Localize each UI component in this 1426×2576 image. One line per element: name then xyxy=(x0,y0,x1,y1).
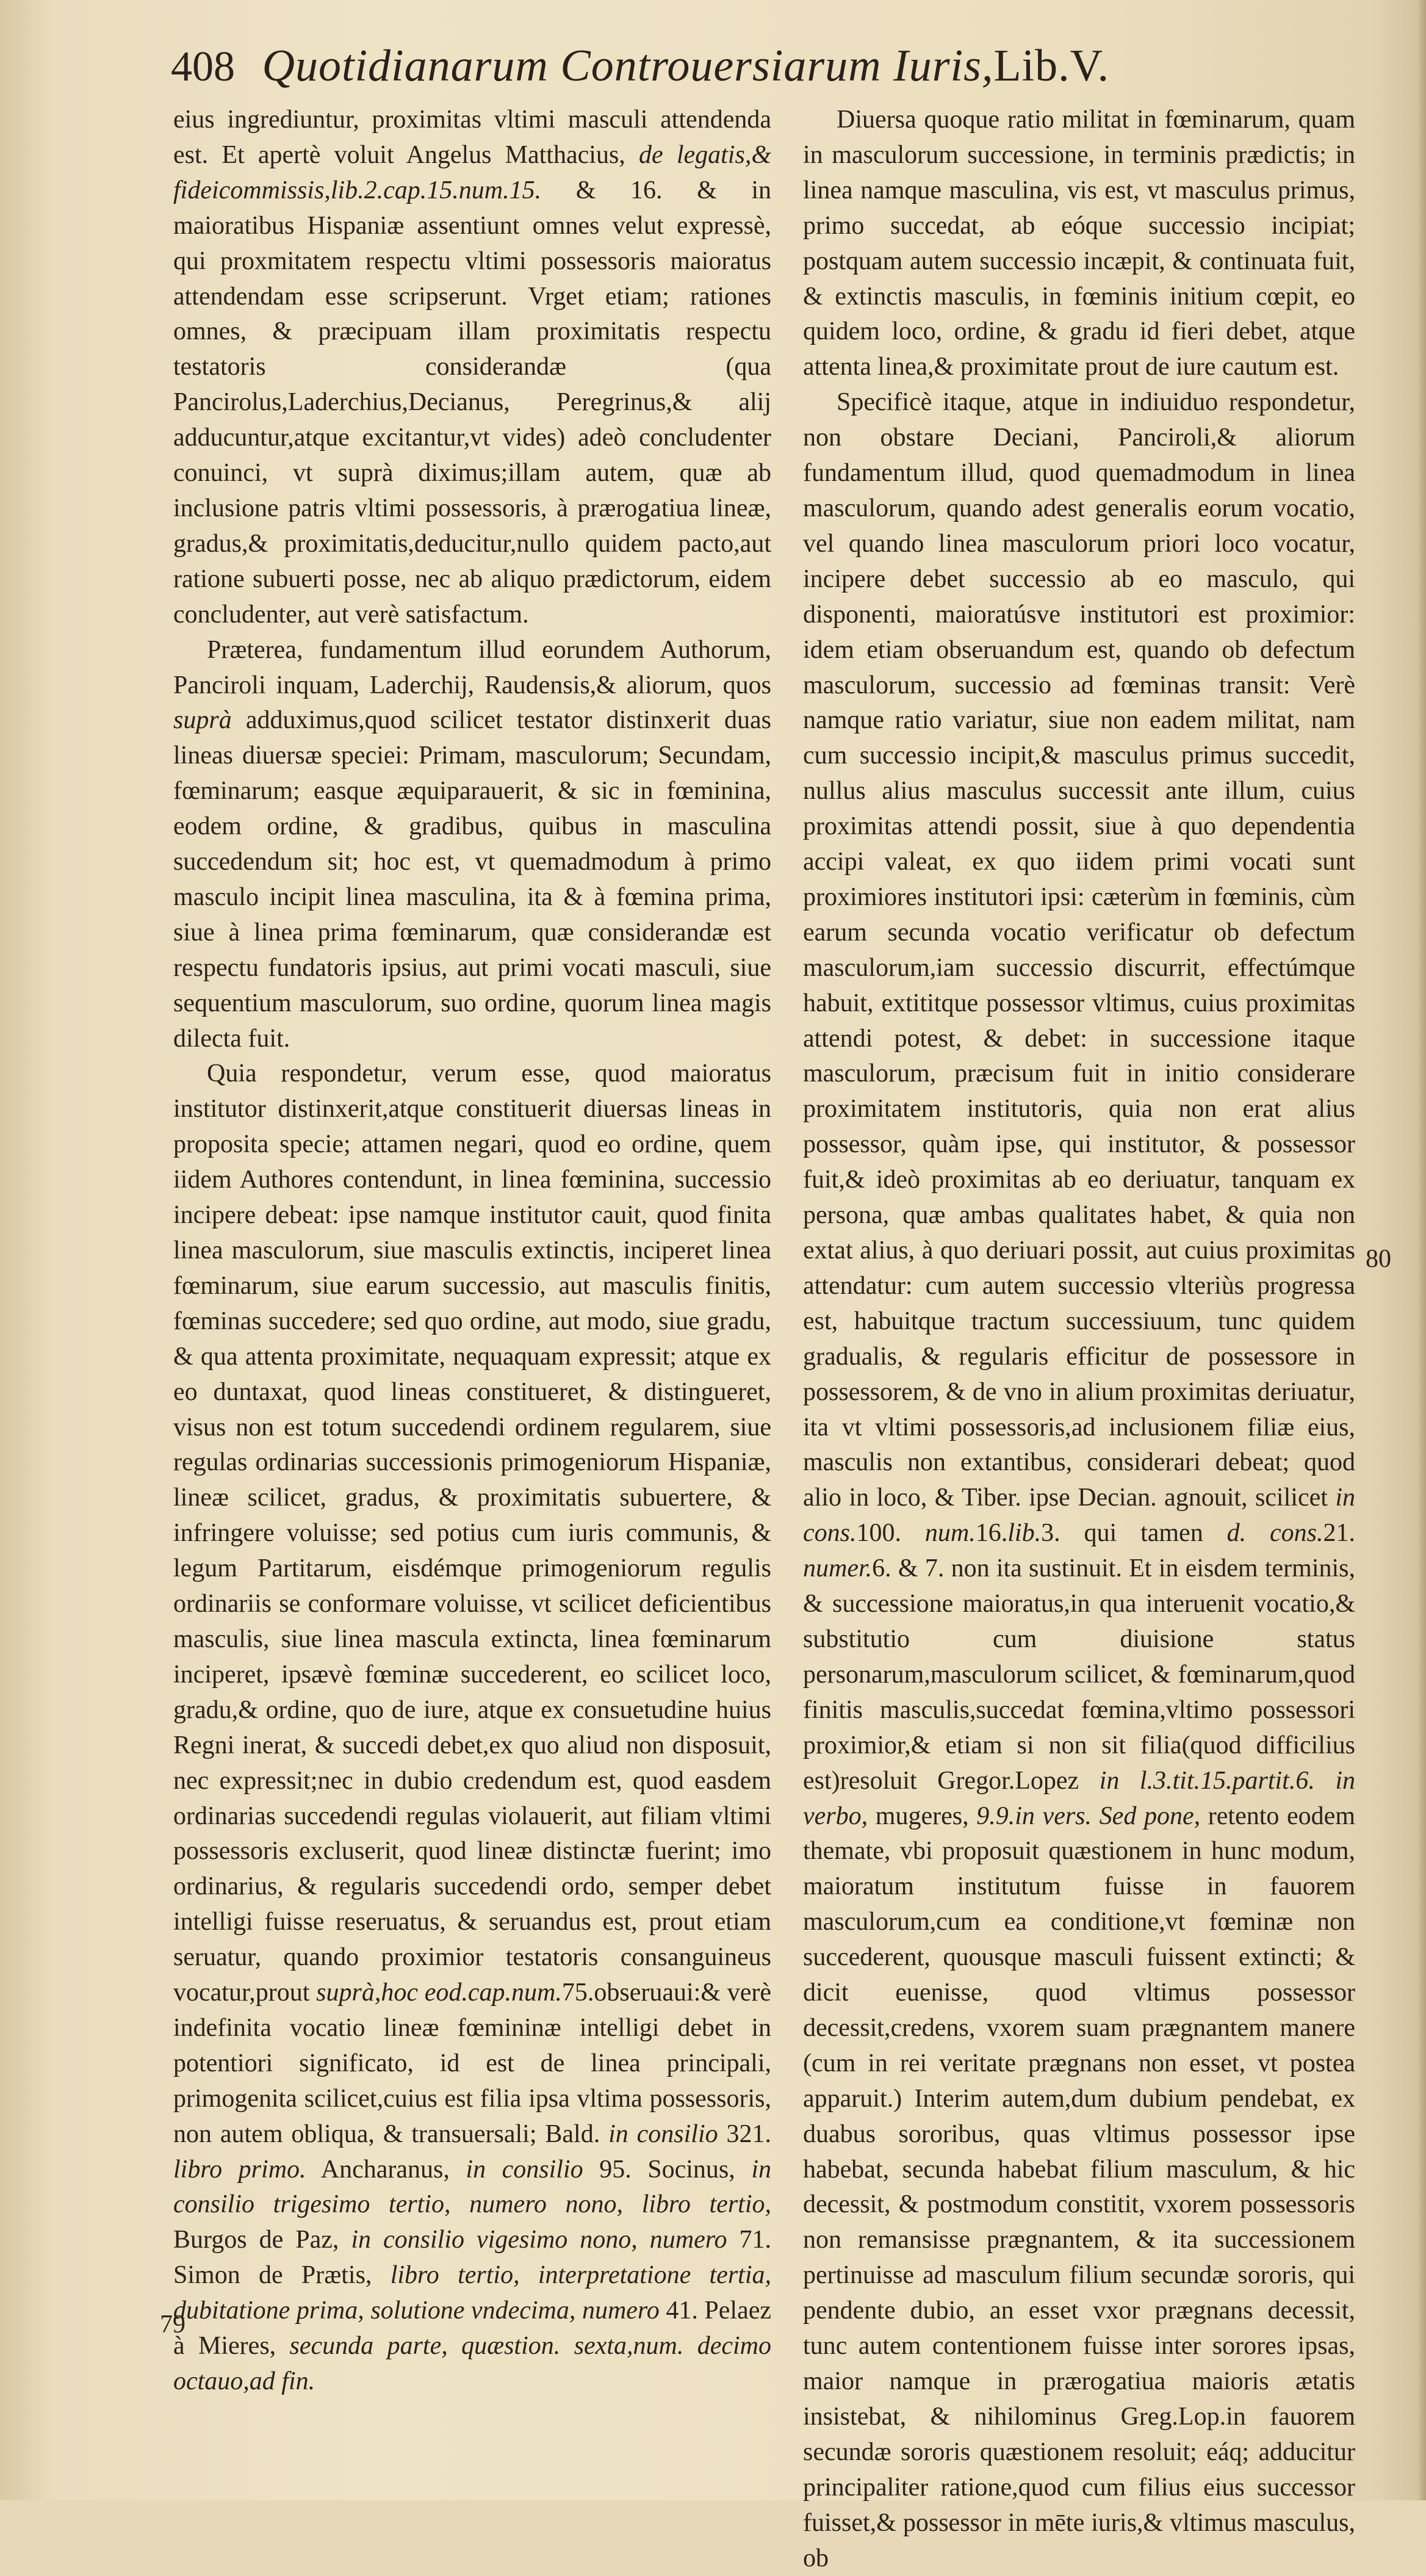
running-head xyxy=(171,29,1214,103)
page-edge-shadow xyxy=(1417,0,1426,2500)
margin-number-right: 80 xyxy=(1366,1245,1391,1273)
left-paragraph-3: Quia respondetur, verum esse, quod maioratus institutor distinxerit,atque constituerit diuersas lineas in proposita specie; attamen negari, quod eo ordine, quem iidem Authores contendunt, in linea fœminina, successio incipere debeat: ipse namque institutor cauit, quod finita linea masculorum, siue masculis extinctis, inciperet linea fœminarum, siue earum successio, aut masculis finitis, fœminas succedere; sed quo ordine, aut modo, siue gradu, & qua attenta proximitate, nequaquam expressit; atque ex eo duntaxat, quod lineas constitueret, & distingueret, visus non est totum succedendi ordinem regularem, siue regulas ordinarias successionis primogeniorum Hispaniæ, lineæ scilicet, gradus, & proximitatis subuertere, & infringere voluisse; sed potius cum iuris communis, & legum Partitarum, eisdémque primogeniorum regulis ordinariis se conformare voluisse, vt scilicet deficientibus masculis, siue linea mascula extincta, linea fœminarum inciperet, ipsævè fœminæ succederent, eo scilicet loco, gradu,& ordine, quo de iure, atque ex consuetudine huius Regni inerat, & succedi debet,ex quo aliud non disposuit, nec expressit;nec in dubio credendum est, quod easdem ordinarias succedendi regulas violauerit, aut filiam vltimi possessoris excluserit, quod lineæ distinctæ fuerint; imo ordinarius, & regularis succedendi ordo, semper debet intelligi fuisse reseruatus, & seruandus est, prout etiam seruatur, quando proximior testatoris consanguineus vocatur,prout suprà,hoc eod.cap.num.75.obseruaui:& verè indefinita vocatio lineæ fœmininæ intelligi debet in potentiori significato, id est de linea principali, primogenita scilicet,cuius est filia ipsa vltima possessoris, non autem obliqua, & transuersali; Bald. in consilio 321. libro primo. Ancharanus, in consilio 95. Socinus, in consilio trigesimo tertio, numero nono, libro tertio, Burgos de Paz, in consilio vigesimo nono, numero 71. Simon de Prætis, libro tertio, interpretatione tertia, dubitatione prima, solutione vndecima, numero 41. Pelaez à Mieres, secunda parte, quæstion. sexta,num. decimo octauo,ad fin. xyxy=(173,1059,772,2395)
right-column xyxy=(803,103,1355,2576)
running-title: Quotidianarum Controuersiarum Iuris, xyxy=(262,41,994,91)
left-paragraph-1: eius ingrediuntur, proximitas vltimi masculi attendenda est. Et apertè voluit Angelus Matthacius, de legatis,& fideicommissis,lib.2.cap.15.num.15. & 16. & in maioratibus Hispaniæ assentiunt omnes velut expressè, qui proxmitatem respectu vltimi possessoris maioratus attendendam esse scripserunt. Vrget etiam; rationes omnes, & præcipuam illam proximitatis respectu testatoris considerandæ (qua Pancirolus,Laderchius,Decianus, Peregrinus,& alij adducuntur,atque excitantur,vt vides) adeò concludenter conuinci, vt suprà diximus;illam autem, quæ ab inclusione patris vltimi possessoris, à prærogatiua lineæ, gradus,& proximitatis,deducitur,nullo quidem pacto,aut ratione subuerti posse, nec ab aliquo prædictorum, eidem concludenter, aut verè satisfactum. xyxy=(173,106,771,629)
left-paragraph-2: Præterea, fundamentum illud eorundem Authorum, Panciroli inquam, Laderchij, Raudensis,& aliorum, quos suprà adduximus,quod scilicet testator distinxerit duas lineas diuersæ speciei: Primam, masculorum; Secundam, fœminarum; easque æquiparauerit, & sic in fœminina, eodem ordine, & gradibus, quibus in masculina succedendum sit; hoc est, vt quemadmodum à primo masculo incipit linea masculina, ita & à fœmina prima, siue à linea prima fœminarum, quæ considerandæ est respectu fundatoris ipsius, aut primi vocati masculi, siue sequentium masculorum, suo ordine, quorum linea magis dilecta fuit. xyxy=(173,635,771,1053)
page-number: 408 xyxy=(171,43,235,90)
margin-number-left: 79 xyxy=(160,2311,185,2339)
left-column xyxy=(173,103,771,2400)
right-paragraph-1: Diuersa quoque ratio militat in fœminarum, quam in masculorum successione, in terminis prædictis; in linea namque masculina, vis est, vt masculus primus, primo succedat, ab eóque successio incipiat; postquam autem successio incæpit, & continuata fuit, & extinctis masculis, in fœminis initium cœpit, eo quidem loco, ordine, & gradu id fieri debet, atque attenta linea,& proximitate prout de iure cautum est. xyxy=(803,106,1355,381)
right-paragraph-2: Specificè itaque, atque in indiuiduo respondetur, non obstare Deciani, Panciroli,& aliorum fundamentum illud, quod quemadmodum in linea masculorum, quando adest generalis eorum vocatio, vel quando linea masculorum priori loco vocatur, incipere debet successio ab eo masculo, qui disponenti, maioratúsve institutori est proximior: idem etiam obseruandum est, quando ob defectum masculorum, successio ad fœminas transit: Verè namque ratio variatur, siue non eadem militat, nam cum successio incipit,& masculus primus succedit, nullus alius masculus successit ante illum, cuius proximitas attendi possit, siue à quo dependentia accipi valeat, ex quo iidem primi vocati sunt proximiores institutori ipsi: cæterùm in fœminis, cùm earum secunda vocatio verificatur ob defectum masculorum,iam successio discurrit, effectúmque habuit, extititque possessor vltimus, cuius proximitas attendi potest, & debet: in successione itaque masculorum, præcisum fuit in initio considerare proximitatem institutoris, quia non erat alius possessor, quàm ipse, qui institutor, & possessor fuit,& ideò proximitas ab eo deriuatur, tanquam ex persona, quæ ambas qualitates habet, & quia non extat alius, à quo deriuari possit, aut cuius proximitas attendatur: cum autem successio vlteriùs progressa est, habuitque tractum successiuum, tunc quidem gradualis, & regularis efficitur de possessore in possessorem, & de vno in alium proximitas deriuatur, ita vt vltimi possessoris,ad inclusionem filiæ eius, masculis non extantibus, considerari debeat; quod alio in loco, & Tiber. ipse Decian. agnouit, scilicet in cons.100. num.16.lib.3. qui tamen d. cons.21. numer.6. & 7. non ita sustinuit. Et in eisdem terminis, & successione maioratus,in qua interuenit vocatio,& substitutio cum diuisione status personarum,masculorum scilicet, & fœminarum,quod finitis masculis,succedat fœmina,vltimo possessori proximior,& etiam si non sit filia(quod difficilius est)resoluit Gregor.Lopez in l.3.tit.15.partit.6. in verbo, mugeres, 9.9.in vers. Sed pone, retento eodem themate, vbi proposuit quæstionem in hunc modum, maioratum institutum fuisse in fauorem masculorum,cum ea conditione,vt fœminæ non succederent, quousque masculi fuissent extincti; & dicit euenisse, quod vltimus possessor decessit,credens, vxorem suam prægnantem manere (cum in rei veritate prægnans non esset, vt postea apparuit.) Interim autem,dum dubium pendebat, ex duabus sororibus, quas vltimus possessor ipse habebat, secunda habebat filium masculum, & hic decessit, & postmodum constitit, vxorem possessoris non remansisse prægnantem, & ita successionem pertinuisse ad masculum filium secundæ sororis, qui pendente dubio, an esset vxor prægnans decessit, tunc autem contentionem fuisse inter sorores ipsas, maior namque in prærogatiua maioris ætatis insistebat, & nihilominus Greg.Lop.in fauorem secundæ sororis quæstionem resoluit; eáq; adducitur principaliter ratione,quod cum filius eius successor fuisset,& possessor in mēte iuris,& vltimus masculus, ob xyxy=(803,388,1355,2572)
book-label: Lib.V. xyxy=(993,41,1110,91)
